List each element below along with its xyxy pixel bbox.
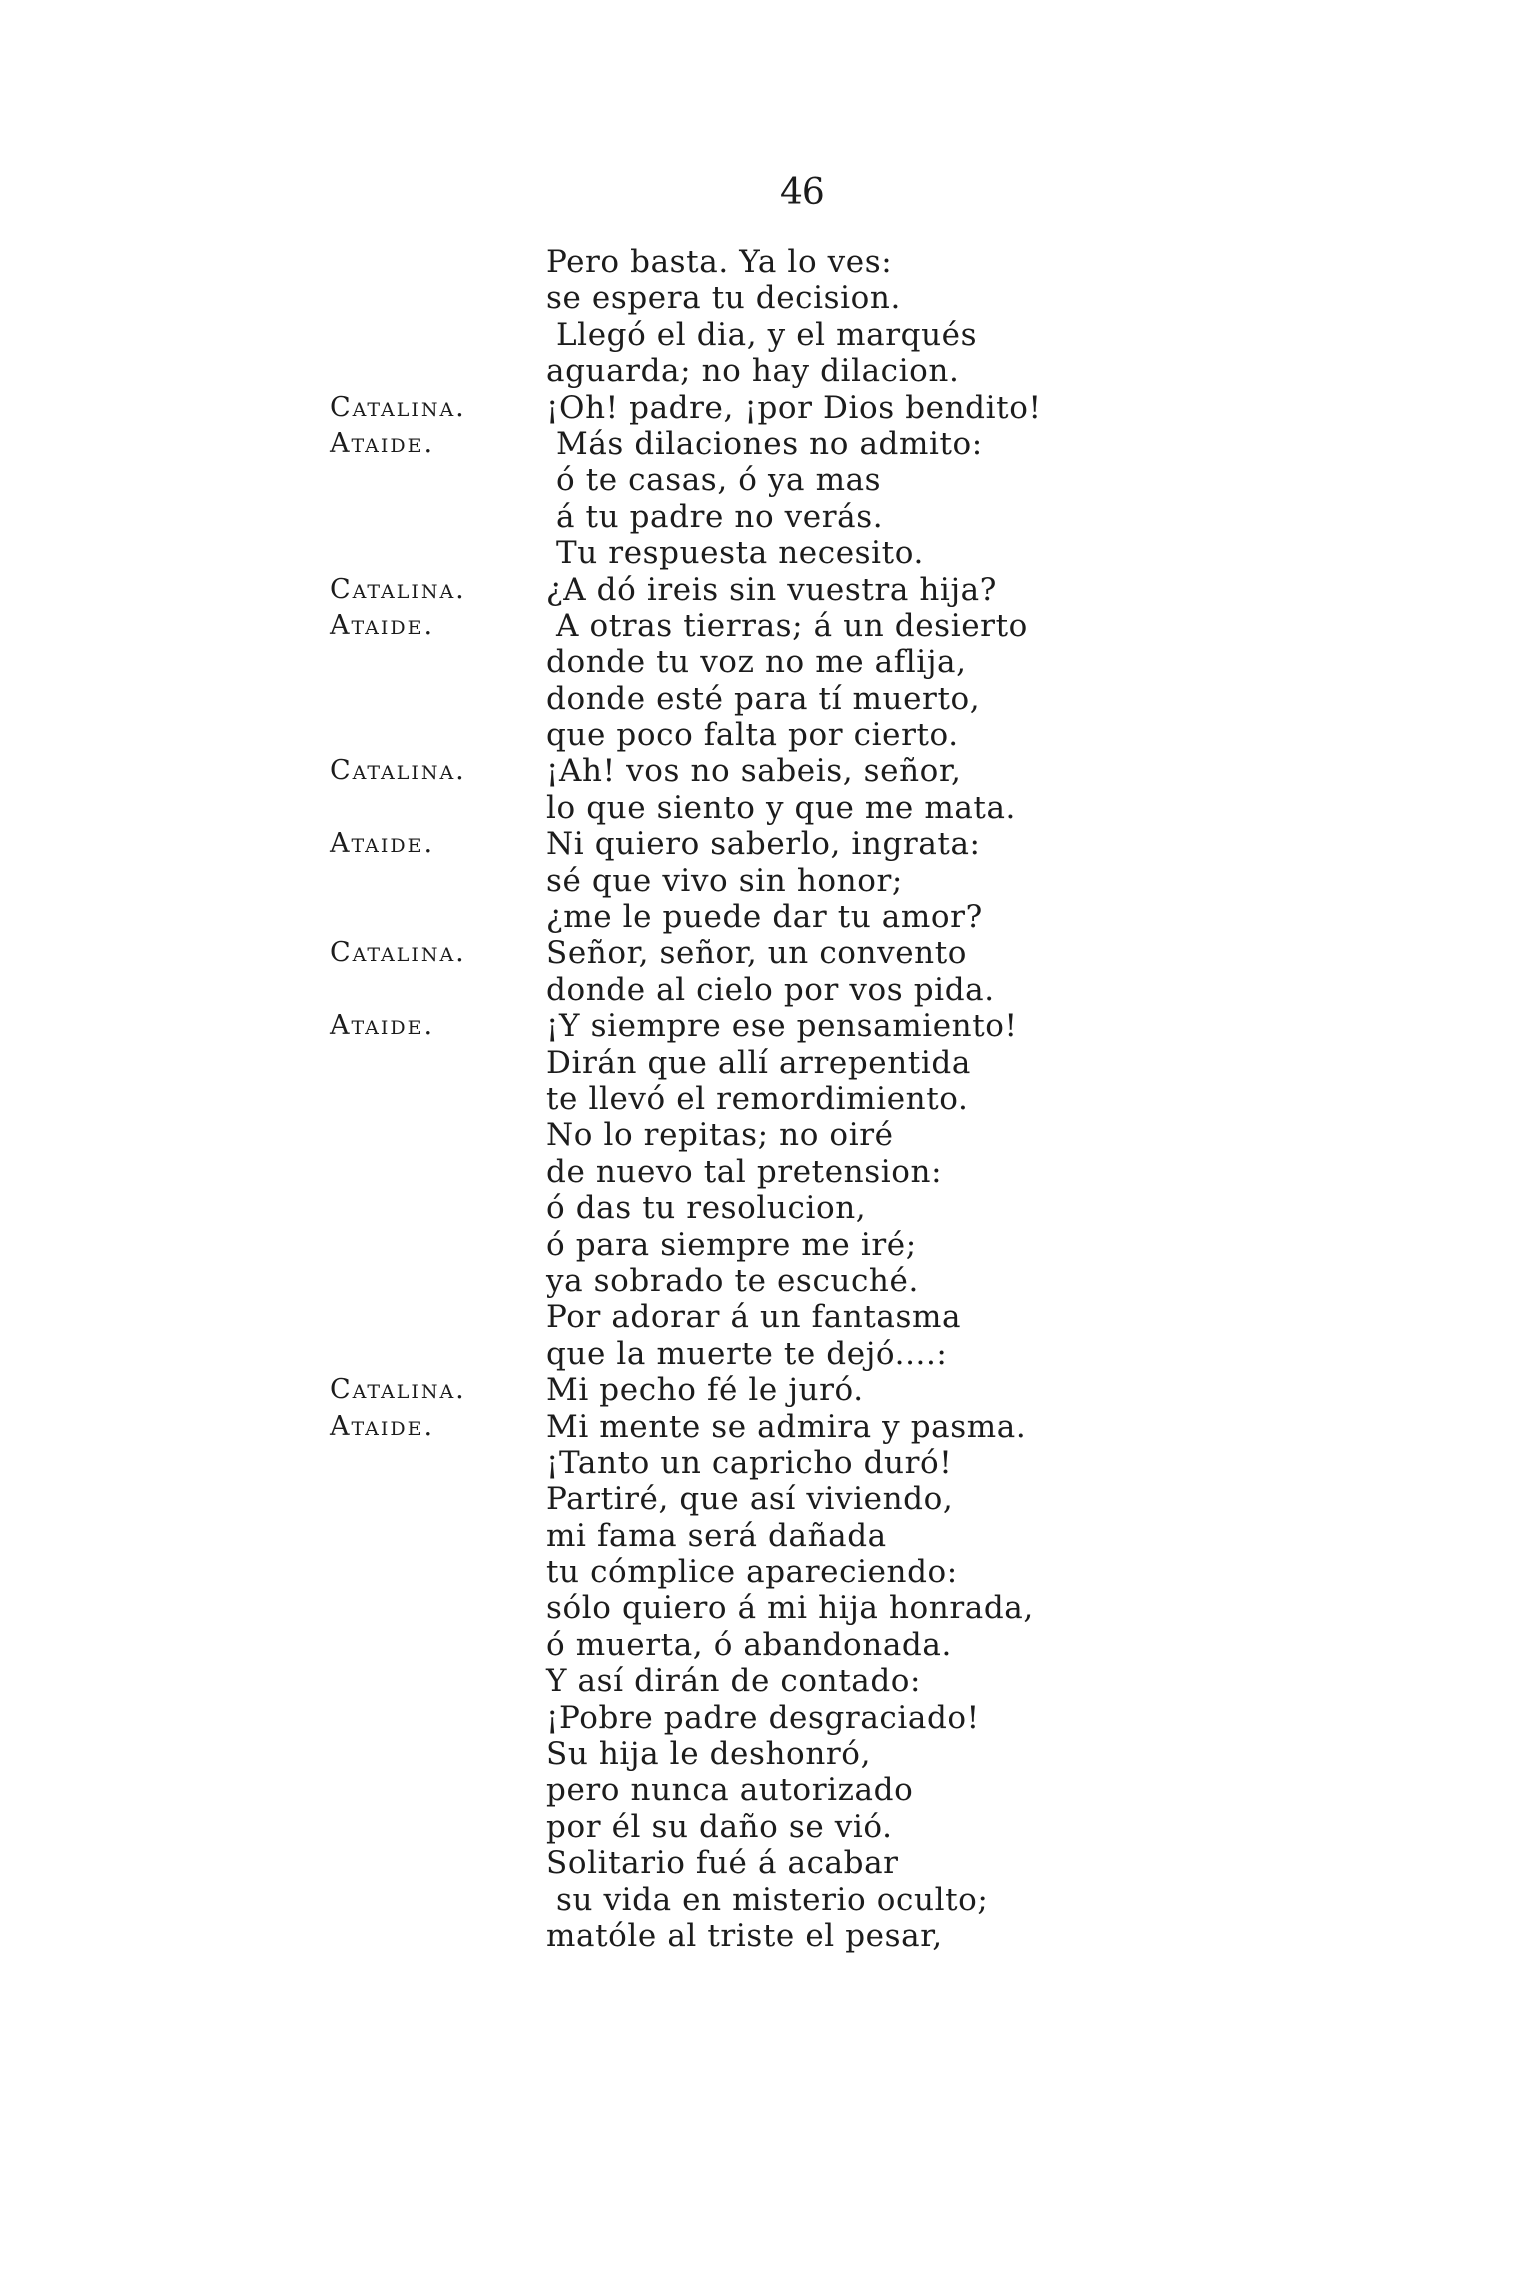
verse-text: tu cómplice apareciendo: <box>546 1554 958 1591</box>
verse-block <box>0 244 1516 1954</box>
verse-line <box>0 1481 1516 1517</box>
speaker-name: Catalina. <box>330 755 466 787</box>
verse-line <box>0 1154 1516 1190</box>
verse-line <box>0 1299 1516 1335</box>
verse-text: donde esté para tí muerto, <box>546 680 981 717</box>
verse-line <box>0 644 1516 680</box>
verse-text: ó das tu resolucion, <box>546 1190 867 1227</box>
verse-line <box>0 1918 1516 1954</box>
verse-line <box>0 535 1516 571</box>
verse-text: Por adorar á un fantasma <box>546 1299 962 1336</box>
verse-text: ¡Pobre padre desgraciado! <box>546 1699 980 1736</box>
verse-line <box>0 972 1516 1008</box>
verse-line <box>0 280 1516 316</box>
verse-line <box>0 899 1516 935</box>
verse-line <box>0 1700 1516 1736</box>
verse-line <box>0 1627 1516 1663</box>
speaker-name: Ataide. <box>330 427 435 459</box>
verse-line <box>0 753 1516 789</box>
speaker-name: Ataide. <box>330 828 435 860</box>
verse-line <box>0 1045 1516 1081</box>
page-number: 46 <box>780 172 824 213</box>
verse-text: Ni quiero saberlo, ingrata: <box>546 826 981 863</box>
verse-line <box>0 1263 1516 1299</box>
verse-line <box>0 1081 1516 1117</box>
speaker-name: Catalina. <box>330 937 466 969</box>
speaker-name: Ataide. <box>330 1410 435 1442</box>
verse-line <box>0 353 1516 389</box>
verse-line <box>0 1445 1516 1481</box>
verse-text: por él su daño se vió. <box>546 1808 893 1845</box>
verse-text: ¡Y siempre ese pensamiento! <box>546 1008 1018 1045</box>
verse-text: ¿A dó ireis sin vuestra hija? <box>546 571 997 608</box>
verse-text: ó para siempre me iré; <box>546 1226 917 1263</box>
verse-text: Dirán que allí arrepentida <box>546 1044 971 1081</box>
verse-line <box>0 572 1516 608</box>
verse-text: matóle al triste el pesar, <box>546 1917 943 1954</box>
verse-text: Tu respuesta necesito. <box>556 535 924 572</box>
verse-line <box>0 1190 1516 1226</box>
speaker-name: Ataide. <box>330 1010 435 1042</box>
verse-line <box>0 1882 1516 1918</box>
speaker-name: Catalina. <box>330 391 466 423</box>
verse-text: Llegó el dia, y el marqués <box>556 316 978 353</box>
verse-line <box>0 1772 1516 1808</box>
verse-text: aguarda; no hay dilacion. <box>546 353 960 390</box>
verse-line <box>0 1809 1516 1845</box>
verse-text: sólo quiero á mi hija honrada, <box>546 1590 1034 1627</box>
verse-line <box>0 935 1516 971</box>
verse-text: Más dilaciones no admito: <box>556 425 983 462</box>
verse-line <box>0 462 1516 498</box>
verse-text: ó te casas, ó ya mas <box>556 462 882 499</box>
verse-text: su vida en misterio oculto; <box>556 1881 989 1918</box>
verse-text: ¡Oh! padre, ¡por Dios bendito! <box>546 389 1042 426</box>
verse-text: te llevó el remordimiento. <box>546 1080 969 1117</box>
verse-line <box>0 317 1516 353</box>
verse-line <box>0 863 1516 899</box>
verse-line <box>0 1845 1516 1881</box>
verse-text: ó muerta, ó abandonada. <box>546 1626 952 1663</box>
verse-text: Mi mente se admira y pasma. <box>546 1408 1027 1445</box>
speaker-name: Catalina. <box>330 573 466 605</box>
verse-text: donde al cielo por vos pida. <box>546 971 995 1008</box>
verse-line <box>0 1227 1516 1263</box>
speaker-name: Catalina. <box>330 1374 466 1406</box>
verse-line <box>0 1736 1516 1772</box>
verse-text: Su hija le deshonró, <box>546 1736 872 1773</box>
verse-line <box>0 426 1516 462</box>
verse-text: que la muerte te dejó....: <box>546 1335 948 1372</box>
verse-line <box>0 608 1516 644</box>
verse-text: ya sobrado te escuché. <box>546 1262 919 1299</box>
verse-text: mi fama será dañada <box>546 1517 887 1554</box>
verse-text: Señor, señor, un convento <box>546 935 968 972</box>
verse-line <box>0 826 1516 862</box>
verse-line <box>0 681 1516 717</box>
verse-text: de nuevo tal pretension: <box>546 1153 943 1190</box>
speaker-name: Ataide. <box>330 609 435 641</box>
verse-text: lo que siento y que me mata. <box>546 789 1016 826</box>
verse-text: A otras tierras; á un desierto <box>556 607 1028 644</box>
verse-line <box>0 1590 1516 1626</box>
verse-line <box>0 1663 1516 1699</box>
verse-line <box>0 1554 1516 1590</box>
verse-text: sé que vivo sin honor; <box>546 862 903 899</box>
verse-text: donde tu voz no me aflija, <box>546 644 967 681</box>
verse-line <box>0 790 1516 826</box>
verse-text: Mi pecho fé le juró. <box>546 1372 864 1409</box>
verse-text: ¡Ah! vos no sabeis, señor, <box>546 753 962 790</box>
verse-line <box>0 1518 1516 1554</box>
verse-line <box>0 1336 1516 1372</box>
verse-line <box>0 1117 1516 1153</box>
verse-text: á tu padre no verás. <box>556 498 884 535</box>
verse-text: Partiré, que así viviendo, <box>546 1481 954 1518</box>
verse-text: ¡Tanto un capricho duró! <box>546 1444 953 1481</box>
verse-text: pero nunca autorizado <box>546 1772 914 1809</box>
verse-line <box>0 1409 1516 1445</box>
verse-line <box>0 499 1516 535</box>
verse-line <box>0 244 1516 280</box>
verse-line <box>0 390 1516 426</box>
verse-text: que poco falta por cierto. <box>546 717 959 754</box>
verse-line <box>0 1008 1516 1044</box>
verse-text: No lo repitas; no oiré <box>546 1117 894 1154</box>
verse-text: ¿me le puede dar tu amor? <box>546 899 983 936</box>
verse-line <box>0 1372 1516 1408</box>
verse-text: se espera tu decision. <box>546 280 901 317</box>
verse-text: Y así dirán de contado: <box>546 1663 922 1700</box>
verse-text: Pero basta. Ya lo ves: <box>546 244 893 280</box>
verse-text: Solitario fué á acabar <box>546 1845 899 1882</box>
verse-line <box>0 717 1516 753</box>
